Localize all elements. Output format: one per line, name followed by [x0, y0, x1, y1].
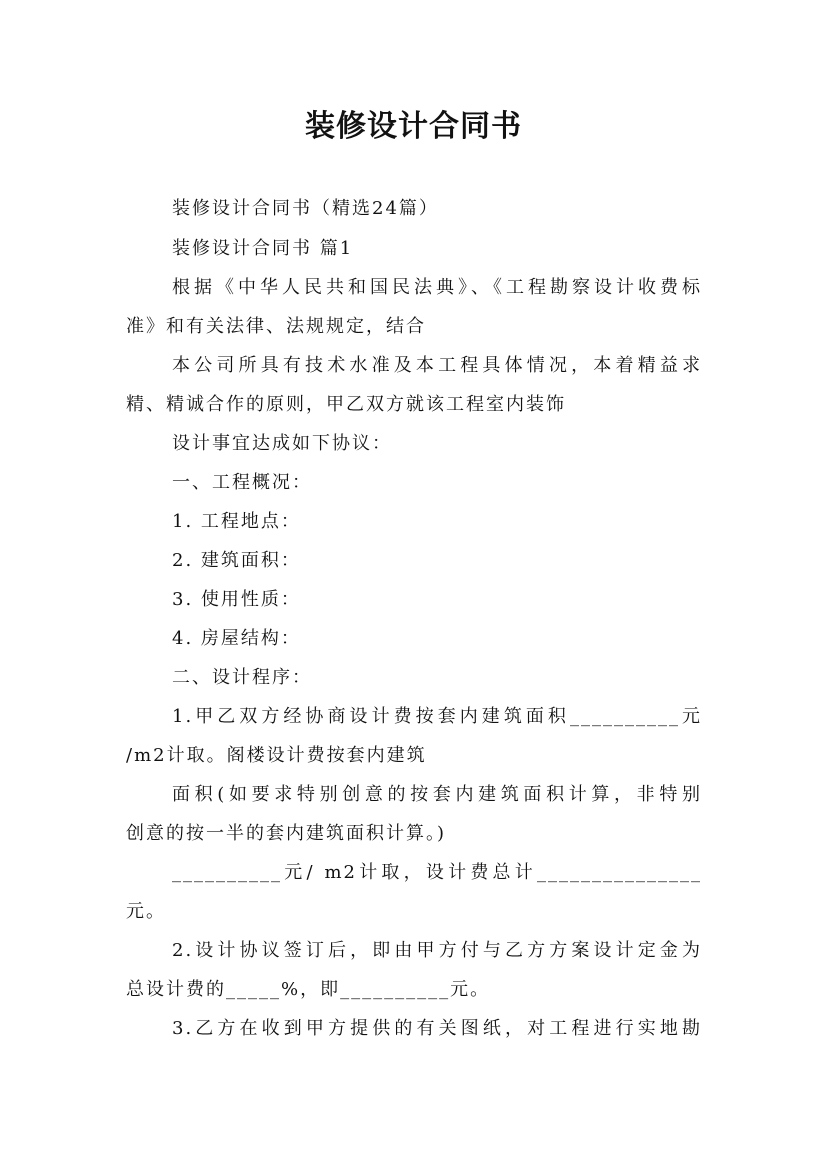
paragraph-line: __________元/ m2计取，设计费总计_______________ [172, 862, 702, 883]
paragraph-line: 创意的按一半的套内建筑面积计算。) [126, 823, 447, 844]
subtitle-line: 装修设计合同书（精选24篇） [172, 198, 439, 219]
document-title: 装修设计合同书 [305, 109, 522, 144]
paragraph-line: 准》和有关法律、法规规定，结合 [126, 316, 426, 337]
list-item: 1. 工程地点： [172, 511, 301, 532]
paragraph-line: /m2计取。阁楼设计费按套内建筑 [126, 745, 427, 766]
list-item: 3. 使用性质： [172, 589, 301, 610]
paragraph-line: 元。 [126, 901, 166, 922]
paragraph-line: 1.甲乙双方经协商设计费按套内建筑面积__________元 [172, 706, 702, 727]
paragraph-line: 总设计费的_____%，即__________元。 [126, 979, 491, 1000]
paragraph-line: 本公司所具有技术水准及本工程具体情况，本着精益求 [172, 355, 702, 376]
paragraph-line: 3.乙方在收到甲方提供的有关图纸，对工程进行实地勘 [172, 1018, 702, 1039]
paragraph-line: 2.设计协议签订后，即由甲方付与乙方方案设计定金为 [172, 940, 702, 961]
paragraph-line: 根据《中华人民共和国民法典》、《工程勘察设计收费标 [172, 277, 702, 298]
list-item: 2. 建筑面积： [172, 550, 301, 571]
section-heading: 装修设计合同书 篇1 [172, 238, 354, 259]
paragraph-line: 设计事宜达成如下协议： [172, 433, 392, 454]
list-item: 4. 房屋结构： [172, 628, 301, 649]
paragraph-line: 精、精诚合作的原则，甲乙双方就该工程室内装饰 [126, 394, 566, 415]
paragraph-line: 面积(如要求特别创意的按套内建筑面积计算，非特别 [172, 784, 702, 805]
section-heading: 一、工程概况： [172, 472, 312, 493]
section-heading: 二、设计程序： [172, 667, 312, 688]
